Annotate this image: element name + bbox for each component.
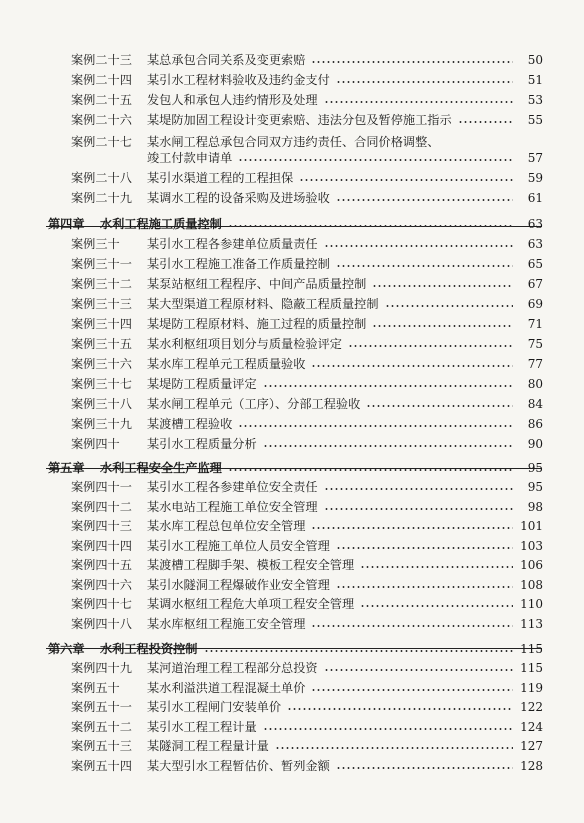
page-number: 61 (527, 191, 543, 205)
case-number: 案例三十三 (71, 297, 132, 311)
dot-leader (324, 100, 513, 104)
chapter-title: 水利工程施工质量控制 (100, 217, 222, 231)
page-number: 63 (527, 237, 543, 251)
case-number: 案例二十八 (71, 171, 132, 185)
entry-title: 某引水工程工程计量 (147, 720, 257, 734)
toc-entry-row[interactable] (71, 274, 543, 292)
page-number: 69 (527, 297, 543, 311)
page-number: 103 (520, 539, 543, 553)
entry-title: 某河道治理工程工程部分总投资 (147, 661, 318, 675)
dot-leader (287, 707, 513, 711)
dot-leader (336, 264, 513, 268)
page-number: 57 (527, 151, 543, 165)
entry-title: 某水库工程总包单位安全管理 (147, 519, 306, 533)
entry-title: 某隧洞工程工程量计量 (147, 739, 269, 753)
page-number: 128 (520, 759, 543, 773)
entry-title: 某堤防工程原材料、施工过程的质量控制 (147, 317, 367, 331)
case-number: 案例二十六 (71, 113, 132, 127)
case-number: 案例四十八 (71, 617, 132, 631)
dot-leader (275, 746, 513, 750)
case-number: 案例二十五 (71, 93, 132, 107)
dot-leader (238, 158, 513, 162)
page-number: 50 (527, 53, 543, 67)
entry-title: 发包人和承包人违约情形及处理 (147, 93, 318, 107)
dot-leader (336, 585, 513, 589)
entry-title: 某引水工程材料验收及违约金支付 (147, 73, 330, 87)
case-number: 案例二十三 (71, 53, 132, 67)
toc-entry-row[interactable] (71, 594, 543, 612)
entry-title: 某水库工程单元工程质量验收 (147, 357, 306, 371)
case-number: 案例四十 (71, 437, 120, 451)
chapter-title: 水利工程投资控制 (100, 642, 198, 656)
dot-leader (324, 487, 513, 491)
entry-title: 某总承包合同关系及变更索赔 (147, 53, 306, 67)
case-number: 案例三十 (71, 237, 120, 251)
toc-entry-row[interactable] (71, 736, 543, 754)
dot-leader (299, 178, 513, 182)
page-number: 95 (527, 461, 543, 475)
page-number: 84 (527, 397, 543, 411)
case-number: 案例三十七 (71, 377, 132, 391)
case-number: 案例四十九 (71, 661, 132, 675)
dot-leader (238, 424, 513, 428)
entry-title: 某水利枢纽项目划分与质量检验评定 (147, 337, 342, 351)
toc-entry-row[interactable] (71, 148, 543, 166)
page-number: 65 (527, 257, 543, 271)
page-number: 53 (527, 93, 543, 107)
case-number: 案例三十一 (71, 257, 132, 271)
case-number: 案例三十六 (71, 357, 132, 371)
toc-entry-row[interactable] (71, 678, 543, 696)
toc-entry-row[interactable] (71, 555, 543, 573)
chapter-number: 第四章 (48, 217, 85, 231)
entry-title: 某堤防工程质量评定 (147, 377, 257, 391)
case-number: 案例四十五 (71, 558, 132, 572)
case-number: 案例五十 (71, 681, 120, 695)
page-number: 86 (527, 417, 543, 431)
toc-entry-row[interactable] (71, 168, 543, 186)
entry-title: 某堤防加固工程设计变更索赔、违法分包及暂停施工指示 (147, 113, 452, 127)
page-number: 115 (520, 642, 543, 656)
entry-title: 某引水工程各参建单位安全责任 (147, 480, 318, 494)
page-number: 59 (527, 171, 543, 185)
entry-title: 某水利溢洪道工程混凝土单价 (147, 681, 306, 695)
dot-leader (336, 766, 513, 770)
dot-leader (385, 304, 513, 308)
toc-entry-row[interactable] (71, 717, 543, 735)
entry-title: 某调水枢纽工程危大单项工程安全管理 (147, 597, 355, 611)
dot-leader (311, 364, 513, 368)
dot-leader (360, 604, 513, 608)
page-number: 106 (520, 558, 543, 572)
dot-leader (458, 120, 513, 124)
entry-title: 某泵站枢纽工程程序、中间产品质量控制 (147, 277, 367, 291)
page-number: 71 (527, 317, 543, 331)
page-number: 95 (527, 480, 543, 494)
page-number: 75 (527, 337, 543, 351)
toc-entry-row[interactable] (71, 697, 543, 715)
entry-title: 某引水隧洞工程爆破作业安全管理 (147, 578, 330, 592)
page-number: 115 (520, 661, 543, 675)
case-number: 案例二十九 (71, 191, 132, 205)
case-number: 案例四十四 (71, 539, 132, 553)
toc-entry-row[interactable] (71, 536, 543, 554)
case-number: 案例三十九 (71, 417, 132, 431)
page-number: 101 (520, 519, 543, 533)
toc-entry-row[interactable] (71, 294, 543, 312)
page-number: 67 (527, 277, 543, 291)
entry-title: 某渡槽工程验收 (147, 417, 233, 431)
entry-title: 某引水工程闸门安装单价 (147, 700, 282, 714)
toc-entry-row[interactable] (71, 414, 543, 432)
entry-title: 某大型渠道工程原材料、隐蔽工程质量控制 (147, 297, 379, 311)
entry-title: 某水闸工程总承包合同双方违约责任、合同价格调整、 (147, 135, 440, 149)
toc-entry-row[interactable] (71, 658, 543, 676)
page-number: 77 (527, 357, 543, 371)
dot-leader (204, 649, 514, 653)
chapter-number: 第六章 (48, 642, 85, 656)
case-number: 案例四十二 (71, 500, 132, 514)
toc-entry-row[interactable] (71, 234, 543, 252)
dot-leader (311, 624, 513, 628)
toc-entry-row[interactable] (71, 497, 543, 515)
entry-title: 某水电站工程施工单位安全管理 (147, 500, 318, 514)
dot-leader (372, 284, 513, 288)
case-number: 案例三十二 (71, 277, 132, 291)
toc-entry-row[interactable] (71, 394, 543, 412)
case-number: 案例五十四 (71, 759, 132, 773)
dot-leader (263, 384, 513, 388)
dot-leader (311, 60, 513, 64)
toc-entry-row[interactable] (71, 334, 543, 352)
case-number: 案例四十一 (71, 480, 132, 494)
toc-entry-row[interactable] (71, 477, 543, 495)
dot-leader (360, 565, 513, 569)
page-number: 98 (527, 500, 543, 514)
case-number: 案例三十四 (71, 317, 132, 331)
page-number: 51 (527, 73, 543, 87)
page-number: 113 (520, 617, 543, 631)
dot-leader (348, 344, 513, 348)
toc-entry-row[interactable] (71, 354, 543, 372)
dot-leader (228, 224, 513, 228)
toc-entry-row[interactable] (71, 110, 543, 128)
entry-title: 竣工付款申请单 (147, 151, 233, 165)
dot-leader (263, 444, 513, 448)
case-number: 案例五十三 (71, 739, 132, 753)
page-number: 108 (520, 578, 543, 592)
chapter-title: 水利工程安全生产监理 (100, 461, 222, 475)
dot-leader (336, 546, 513, 550)
toc-entry-row[interactable] (71, 90, 543, 108)
toc-chapter-row[interactable] (48, 214, 543, 232)
toc-entry-row[interactable] (71, 614, 543, 632)
entry-title: 某引水工程各参建单位质量责任 (147, 237, 318, 251)
entry-title: 某引水渠道工程的工程担保 (147, 171, 294, 185)
toc-entry-row[interactable] (71, 374, 543, 392)
dot-leader (324, 668, 513, 672)
entry-title: 某引水工程质量分析 (147, 437, 257, 451)
entry-title: 某引水工程施工单位人员安全管理 (147, 539, 330, 553)
entry-title: 某调水工程的设备采购及进场验收 (147, 191, 330, 205)
page-number: 110 (520, 597, 543, 611)
toc-entry-row[interactable] (71, 188, 543, 206)
case-number: 案例四十七 (71, 597, 132, 611)
dot-leader (336, 198, 513, 202)
entry-title: 某大型引水工程暂估价、暂列金额 (147, 759, 330, 773)
page-number: 124 (520, 720, 543, 734)
entry-title: 某水库枢纽工程施工安全管理 (147, 617, 306, 631)
case-number: 案例四十三 (71, 519, 132, 533)
page-number: 119 (520, 681, 543, 695)
entry-title: 某水闸工程单元（工序）、分部工程验收 (147, 397, 361, 411)
toc-entry-row[interactable] (71, 575, 543, 593)
toc-entry-row[interactable] (71, 50, 543, 68)
dot-leader (263, 727, 513, 731)
page-number: 63 (527, 217, 543, 231)
toc-chapter-row[interactable] (48, 458, 543, 476)
toc-entry-row[interactable] (71, 254, 543, 272)
dot-leader (311, 688, 513, 692)
entry-title: 某渡槽工程脚手架、模板工程安全管理 (147, 558, 355, 572)
dot-leader (228, 468, 513, 472)
toc-entry-row[interactable] (71, 434, 543, 452)
case-number: 案例四十六 (71, 578, 132, 592)
case-number: 案例三十五 (71, 337, 132, 351)
toc-chapter-row[interactable] (48, 639, 543, 657)
case-number: 案例五十二 (71, 720, 132, 734)
toc-entry-row[interactable] (71, 756, 543, 774)
dot-leader (366, 404, 513, 408)
toc-entry-row[interactable] (71, 70, 543, 88)
chapter-number: 第五章 (48, 461, 85, 475)
dot-leader (324, 507, 513, 511)
page-number: 55 (527, 113, 543, 127)
dot-leader (311, 526, 513, 530)
dot-leader (336, 80, 513, 84)
case-number: 案例五十一 (71, 700, 132, 714)
case-number: 案例三十八 (71, 397, 132, 411)
toc-entry-row[interactable] (71, 314, 543, 332)
dot-leader (324, 244, 513, 248)
toc-entry-row[interactable] (71, 516, 543, 534)
dot-leader (372, 324, 513, 328)
page-number: 127 (520, 739, 543, 753)
page-number: 80 (527, 377, 543, 391)
case-number: 案例二十七 (71, 135, 132, 149)
page-number: 122 (520, 700, 543, 714)
entry-title: 某引水工程施工准备工作质量控制 (147, 257, 330, 271)
case-number: 案例二十四 (71, 73, 132, 87)
page-number: 90 (527, 437, 543, 451)
